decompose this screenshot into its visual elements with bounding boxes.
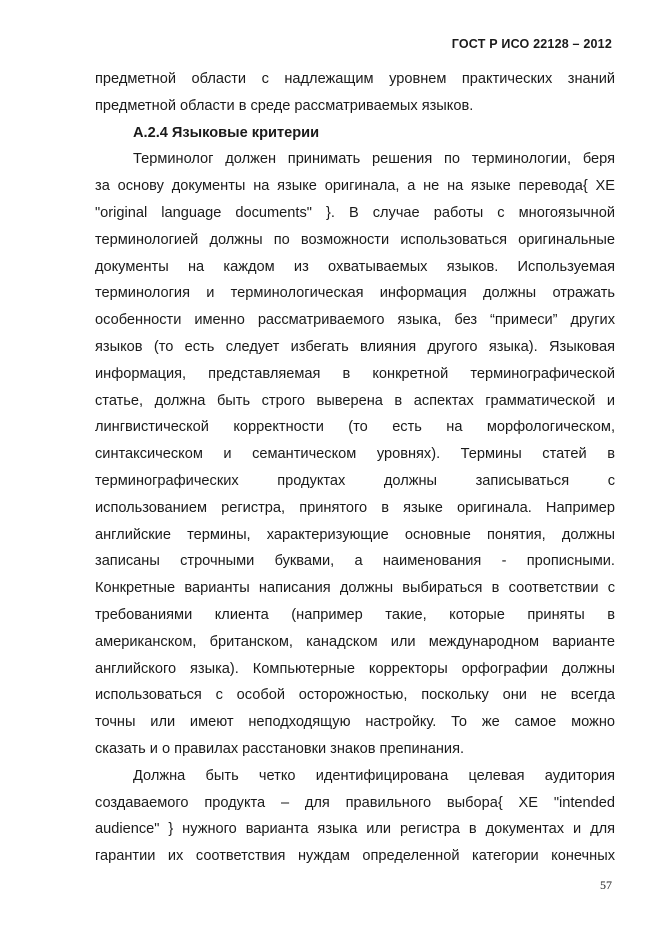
text-line: записаны строчными буквами, а наименования - прописными.	[95, 553, 615, 570]
text-line: использоваться с особой осторожностью, поскольку они не всегда	[95, 687, 615, 704]
text-line: американском, британском, канадском или международном варианте	[95, 633, 615, 650]
text-line: audience" } нужного варианта языка или регистра в документах и для	[95, 821, 615, 838]
text-line: требованиями клиента (например такие, которые приняты в	[95, 606, 615, 623]
text-line: информация, представляемая в конкретной терминографической	[95, 365, 615, 382]
text-line: за основу документы на языке оригинала, а не на языке перевода{ XE	[95, 178, 615, 195]
text-line: Конкретные варианты написания должны выбираться в соответствии с	[95, 580, 615, 597]
text-line: языков (то есть следует избегать влияния другого языка). Языковая	[95, 338, 615, 355]
text-line: английского языка). Компьютерные корректоры орфографии должны	[95, 660, 615, 677]
text-line: использованием регистра, принятого в языке оригинала. Например	[95, 499, 615, 516]
text-line: сказать и о правилах расстановки знаков препинания.	[95, 740, 465, 757]
text-line: гарантии их соответствия нуждам определенной категории конечных	[95, 848, 615, 865]
document-body	[95, 66, 615, 870]
text-line: документы на каждом из охватываемых языков. Используемая	[95, 258, 615, 275]
text-line: английские термины, характеризующие основные понятия, должны	[95, 526, 615, 543]
text-line: предметной области с надлежащим уровнем практических знаний	[95, 71, 615, 87]
section-heading: А.2.4 Языковые критерии	[133, 124, 320, 141]
text-line: Должна быть четко идентифицирована целевая аудитория	[133, 767, 615, 784]
text-line: особенности именно рассматриваемого языка, без “примеси” других	[95, 312, 615, 329]
text-line: синтаксическом и семантическом уровнях). Термины статей в	[95, 446, 615, 463]
text-line: терминографических продуктах должны записываться с	[95, 472, 615, 489]
text-line: точны или имеют неподходящую настройку. То же самое можно	[95, 714, 615, 731]
document-code-header: ГОСТ Р ИСО 22128 – 2012	[451, 37, 612, 51]
text-line: предметной области в среде рассматриваемых языков.	[95, 97, 474, 114]
text-line: создаваемого продукта – для правильного выбора{ XE "intended	[95, 794, 615, 811]
text-line: "original language documents" }. В случае работы с многоязычной	[95, 204, 615, 221]
page-number: 57	[600, 878, 612, 892]
text-line: лингвистической корректности (то есть на морфологическом,	[95, 419, 615, 436]
text-line: терминология и терминологическая информация должны отражать	[95, 285, 615, 302]
text-line: терминологией должны по возможности использоваться оригинальные	[95, 231, 615, 248]
text-line: статье, должна быть строго выверена в аспектах грамматической и	[95, 392, 615, 409]
text-line: Терминолог должен принимать решения по терминологии, беря	[133, 151, 615, 168]
